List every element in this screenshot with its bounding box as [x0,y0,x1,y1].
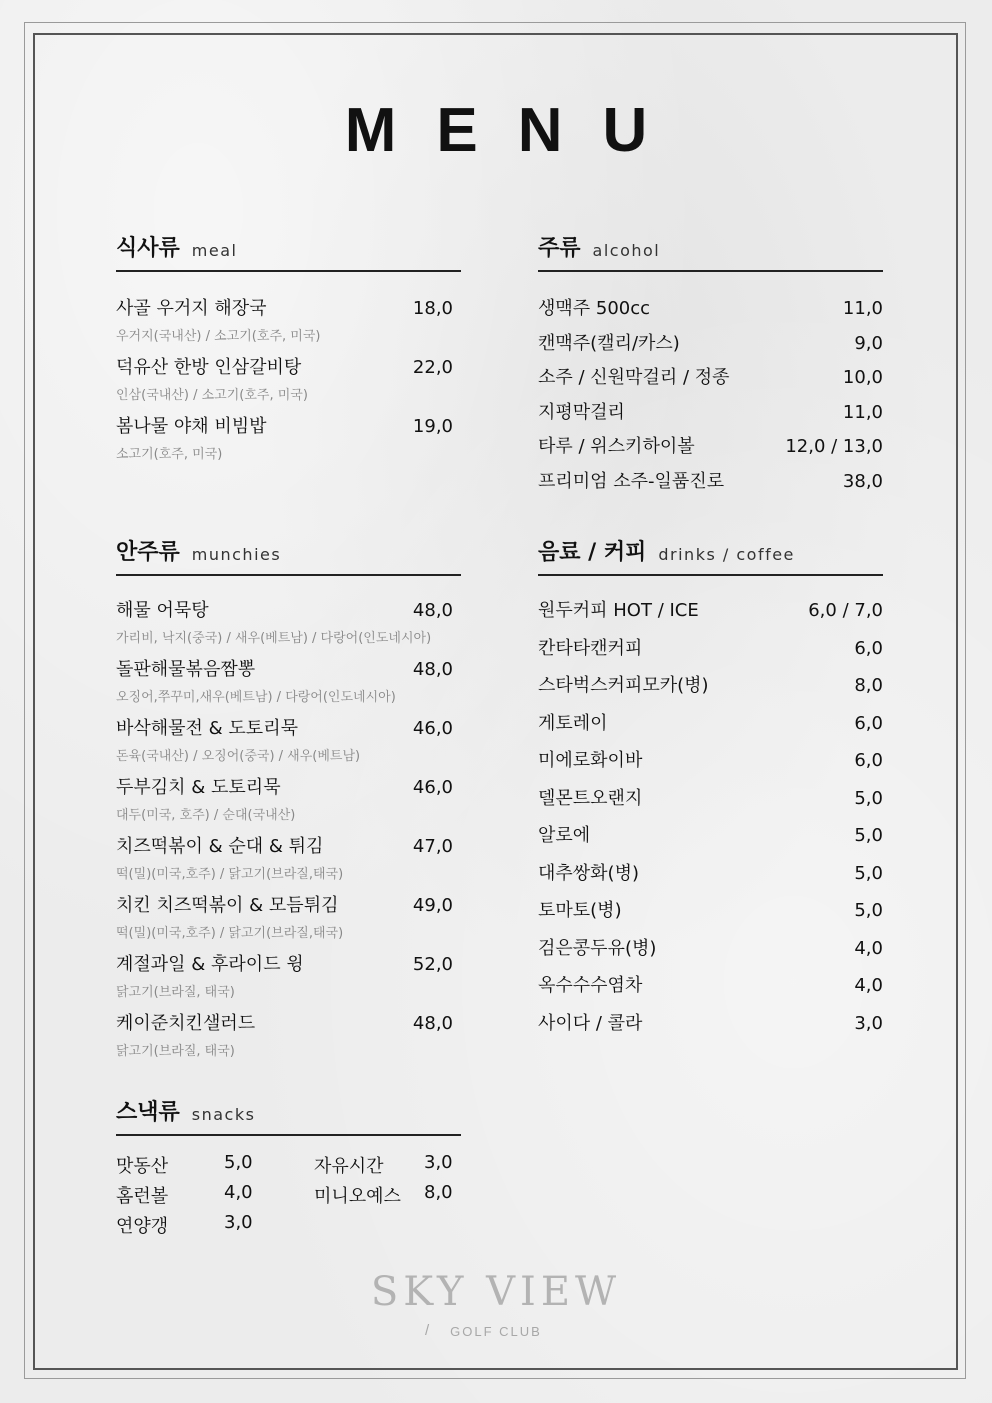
snack-name: 자유시간 [314,1156,384,1177]
snack-price: 4,0 [224,1182,253,1203]
item-price: 4,0 [854,937,883,959]
item-origin: 인삼(국내산) / 소고기(호주, 미국) [116,388,308,403]
item-price: 5,0 [854,825,883,846]
item-price: 10,0 [842,367,883,388]
item-price: 4,0 [854,975,883,996]
item-name: 미에로화이바 [538,750,643,771]
drinks-list [538,596,883,1046]
menu-item [538,784,883,822]
item-price: 3,0 [854,1012,883,1034]
item-price: 46,0 [412,718,453,739]
alcohol-list [538,294,883,501]
snack-name: 미니오예스 [314,1186,401,1207]
item-name: 델몬트오랜지 [538,787,643,809]
menu-item [538,1009,883,1047]
item-price: 5,0 [854,787,883,809]
menu-item [116,294,461,353]
snack-price: 5,0 [224,1152,253,1173]
menu-item [538,467,883,502]
section-title-ko: 스낵류 [116,1100,180,1125]
item-price: 5,0 [854,900,883,921]
menu-item [116,1009,461,1068]
item-price: 6,0 [854,712,883,734]
snack-name: 맛동산 [116,1156,169,1177]
menu-item [116,832,461,891]
menu-item [116,950,461,1009]
menu-item [538,821,883,859]
section-title-ko: 주류 [538,236,581,261]
item-name: 사이다 / 콜라 [538,1012,643,1034]
item-name: 돌판해물볶음짬뽕 [116,659,256,680]
item-price: 48,0 [412,600,453,621]
item-price: 49,0 [412,895,453,916]
item-price: 6,0 [854,637,883,659]
section-meal [116,228,461,471]
club-logo [0,1270,992,1339]
menu-item [538,596,883,634]
logo-subtitle-text: GOLF CLUB [450,1324,542,1339]
item-name: 생맥주 500cc [538,298,651,319]
item-origin: 우거지(국내산) / 소고기(호주, 미국) [116,329,321,344]
item-name: 토마토(병) [538,900,622,921]
section-alcohol [538,228,883,501]
item-origin: 오징어,쭈꾸미,새우(베트남) / 다랑어(인도네시아) [116,690,396,705]
section-snacks [116,1092,461,1242]
item-origin: 떡(밀)(미국,호주) / 닭고기(브라질,태국) [116,867,344,882]
section-header [116,228,461,272]
item-name: 덕유산 한방 인삼갈비탕 [116,357,302,378]
section-title-en: alcohol [592,241,661,260]
menu-item [538,363,883,398]
menu-item [538,671,883,709]
menu-item [538,634,883,672]
snack-price: 8,0 [424,1182,453,1203]
section-header [538,228,883,272]
snack-price: 3,0 [424,1152,453,1173]
item-name: 대추쌍화(병) [538,862,639,884]
item-name: 소주 / 신원막걸리 / 정종 [538,367,730,388]
item-price: 11,0 [842,298,883,319]
section-title-en: meal [191,241,238,260]
item-price: 52,0 [412,954,453,975]
snack-name: 연양갱 [116,1216,169,1237]
item-name: 치즈떡볶이 & 순대 & 튀김 [116,836,324,857]
menu-item [116,412,461,471]
item-name: 케이준치킨샐러드 [116,1013,256,1034]
item-name: 치킨 치즈떡볶이 & 모듬튀김 [116,895,339,916]
item-price: 6,0 / 7,0 [808,600,883,621]
logo-slash: / [425,1322,432,1339]
munchies-list [116,596,461,1068]
item-origin: 닭고기(브라질, 태국) [116,1044,235,1059]
item-name: 스타벅스커피모카(병) [538,675,709,696]
item-price: 47,0 [412,836,453,857]
item-name: 바삭해물전 & 도토리묵 [116,718,298,739]
item-name: 지평막걸리 [538,401,625,423]
menu-item [538,971,883,1009]
item-price: 38,0 [842,470,883,492]
snacks-list [116,1152,461,1242]
section-header [116,532,461,576]
item-name: 캔맥주(캘리/카스) [538,332,680,354]
item-price: 12,0 / 13,0 [785,436,883,457]
section-title-en: snacks [191,1105,256,1124]
section-drinks [538,532,883,1046]
item-price: 9,0 [854,332,883,354]
menu-item [116,891,461,950]
item-name: 해물 어묵탕 [116,600,209,621]
meal-list [116,294,461,471]
item-name: 옥수수수염차 [538,975,643,996]
menu-item [116,596,461,655]
item-price: 8,0 [854,675,883,696]
item-name: 봄나물 야채 비빔밥 [116,416,267,437]
menu-item [538,896,883,934]
section-title-ko: 식사류 [116,236,180,261]
menu-title: MENU [344,96,688,165]
item-origin: 대두(미국, 호주) / 순대(국내산) [116,808,296,823]
item-name: 계절과일 & 후라이드 윙 [116,954,304,975]
item-name: 알로에 [538,825,591,846]
item-name: 프리미엄 소주-일품진로 [538,470,725,492]
item-price: 11,0 [842,401,883,423]
item-price: 5,0 [854,862,883,884]
section-title-ko: 안주류 [116,540,180,565]
section-title-ko: 음료 / 커피 [538,540,647,565]
menu-item [538,859,883,897]
section-title-en: drinks / coffee [658,545,795,564]
menu-item [538,294,883,329]
menu-item [538,746,883,784]
item-name: 타루 / 위스키하이볼 [538,436,695,457]
section-header [116,1092,461,1136]
item-price: 6,0 [854,750,883,771]
item-price: 46,0 [412,777,453,798]
menu-item [116,353,461,412]
item-name: 두부김치 & 도토리묵 [116,777,281,798]
item-origin: 돈육(국내산) / 오징어(중국) / 새우(베트남) [116,749,361,764]
item-origin: 떡(밀)(미국,호주) / 닭고기(브라질,태국) [116,926,344,941]
item-name: 검은콩두유(병) [538,937,657,959]
item-price: 48,0 [412,659,453,680]
menu-item [116,773,461,832]
section-header [538,532,883,576]
menu-item [538,329,883,364]
item-name: 게토레이 [538,712,608,734]
section-title-en: munchies [191,545,282,564]
item-name: 사골 우거지 해장국 [116,298,267,319]
item-origin: 소고기(호주, 미국) [116,447,223,462]
menu-item [538,709,883,747]
section-munchies [116,532,461,1068]
snack-name: 홈런볼 [116,1186,169,1207]
snack-price: 3,0 [224,1212,253,1233]
logo-name: SKY VIEW [370,1269,622,1315]
item-name: 원두커피 HOT / ICE [538,600,699,621]
item-price: 18,0 [412,298,453,319]
item-price: 19,0 [412,416,453,437]
item-price: 22,0 [412,357,453,378]
item-price: 48,0 [412,1013,453,1034]
menu-item [116,714,461,773]
logo-subtitle [0,1324,992,1339]
item-origin: 닭고기(브라질, 태국) [116,985,235,1000]
item-name: 칸타타캔커피 [538,637,643,659]
item-origin: 가리비, 낙지(중국) / 새우(베트남) / 다랑어(인도네시아) [116,631,432,646]
menu-item [538,432,883,467]
menu-item [116,655,461,714]
menu-item [538,934,883,972]
menu-item [538,398,883,433]
